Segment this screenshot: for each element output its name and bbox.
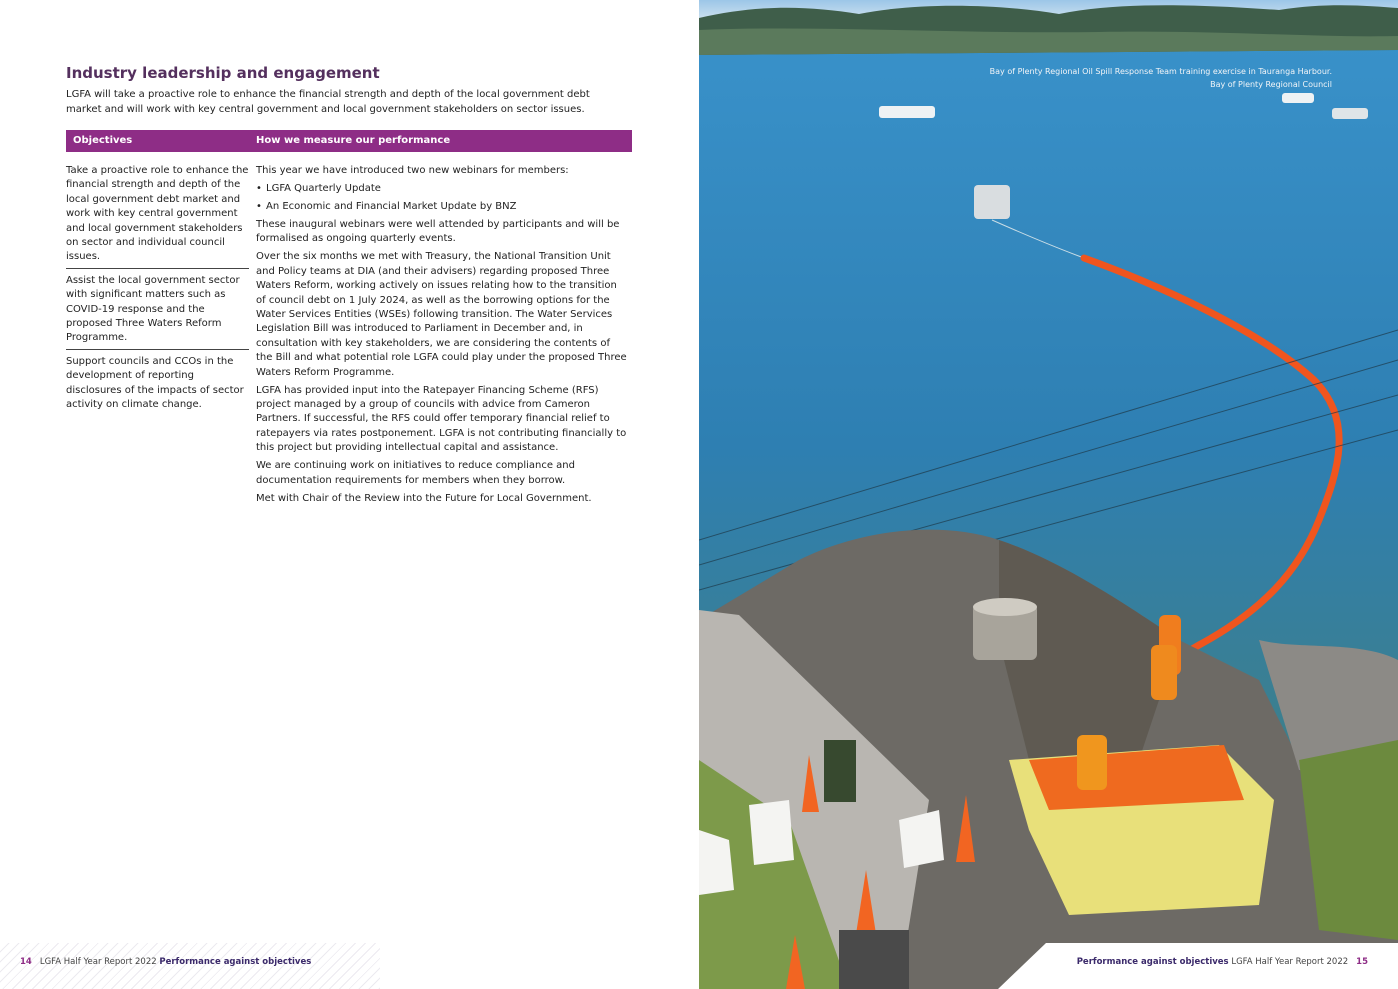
photo-caption bbox=[990, 65, 1332, 91]
performance-paragraph: LGFA has provided input into the Ratepayer Financing Scheme (RFS) project managed by a group of councils with advice from Cameron Partners. If successful, the RFS could offer temporary financial relief to ratepayers via rates postponement. LGFA is not contributing financially to this project but providing intellectual capital and assistance. bbox=[256, 384, 627, 454]
footer-right bbox=[1077, 957, 1368, 967]
section-title: Industry leadership and engagement bbox=[66, 64, 380, 82]
table-header bbox=[66, 130, 632, 152]
bullet-text: An Economic and Financial Market Update by BNZ bbox=[266, 201, 517, 212]
performance-paragraph: We are continuing work on initiatives to reduce compliance and documentation requirements for members when they borrow. bbox=[256, 460, 575, 486]
bullet-dot-icon: • bbox=[256, 183, 262, 194]
performance-column bbox=[256, 164, 628, 510]
caption-credit: Bay of Plenty Regional Council bbox=[1210, 80, 1332, 89]
performance-paragraph: This year we have introduced two new webinars for members: bbox=[256, 165, 569, 176]
header-performance: How we measure our performance bbox=[256, 135, 451, 146]
bullet-item bbox=[256, 182, 628, 196]
objectives-column bbox=[66, 164, 249, 421]
caption-description: Bay of Plenty Regional Oil Spill Response Team training exercise in Tauranga Harbour. bbox=[989, 67, 1332, 76]
objective-item: Take a proactive role to enhance the financial strength and depth of the local government debt market and work with key central government and local government stakeholders on sector and individual council issues. bbox=[66, 164, 249, 269]
page-number: 14 bbox=[20, 957, 32, 967]
bullet-item bbox=[256, 200, 628, 214]
performance-paragraph: Over the six months we met with Treasury, the National Transition Unit and Policy teams at DIA (and their advisers) regarding proposed Three Waters Reform, working actively on issues relating how to the transition of council debt on 1 July 2024, as well as the borrowing options for the Water Services Entities (WSEs) following transition. The Water Services Legislation Bill was introduced to Parliament in December and, in consultation with key stakeholders, we are considering the contents of the Bill and what potential role LGFA could play under the proposed Three Waters Reform Programme. bbox=[256, 251, 627, 378]
right-page bbox=[699, 0, 1398, 989]
header-objectives: Objectives bbox=[73, 135, 133, 146]
footer-section: Performance against objectives bbox=[1076, 957, 1229, 967]
footer-left bbox=[20, 957, 311, 967]
harbour-photo bbox=[699, 0, 1398, 989]
footer-report: LGFA Half Year Report 2022 bbox=[39, 957, 157, 967]
objective-item: Support councils and CCOs in the development of reporting disclosures of the impacts of sector activity on climate change. bbox=[66, 355, 244, 411]
bullet-dot-icon: • bbox=[256, 201, 262, 212]
objective-item: Assist the local government sector with significant matters such as COVID-19 response and the proposed Three Waters Reform Programme. bbox=[66, 274, 249, 350]
section-intro: LGFA will take a proactive role to enhance the financial strength and depth of the local government debt market and will work with key central government and local government stakeholders on sector issues. bbox=[66, 89, 590, 115]
footer-section: Performance against objectives bbox=[159, 957, 312, 967]
performance-paragraph: These inaugural webinars were well attended by participants and will be formalised as ongoing quarterly events. bbox=[256, 219, 620, 245]
page-number: 15 bbox=[1356, 957, 1368, 967]
performance-paragraph: Met with Chair of the Review into the Future for Local Government. bbox=[256, 492, 592, 504]
footer-report: LGFA Half Year Report 2022 bbox=[1231, 957, 1349, 967]
bullet-text: LGFA Quarterly Update bbox=[266, 183, 381, 194]
